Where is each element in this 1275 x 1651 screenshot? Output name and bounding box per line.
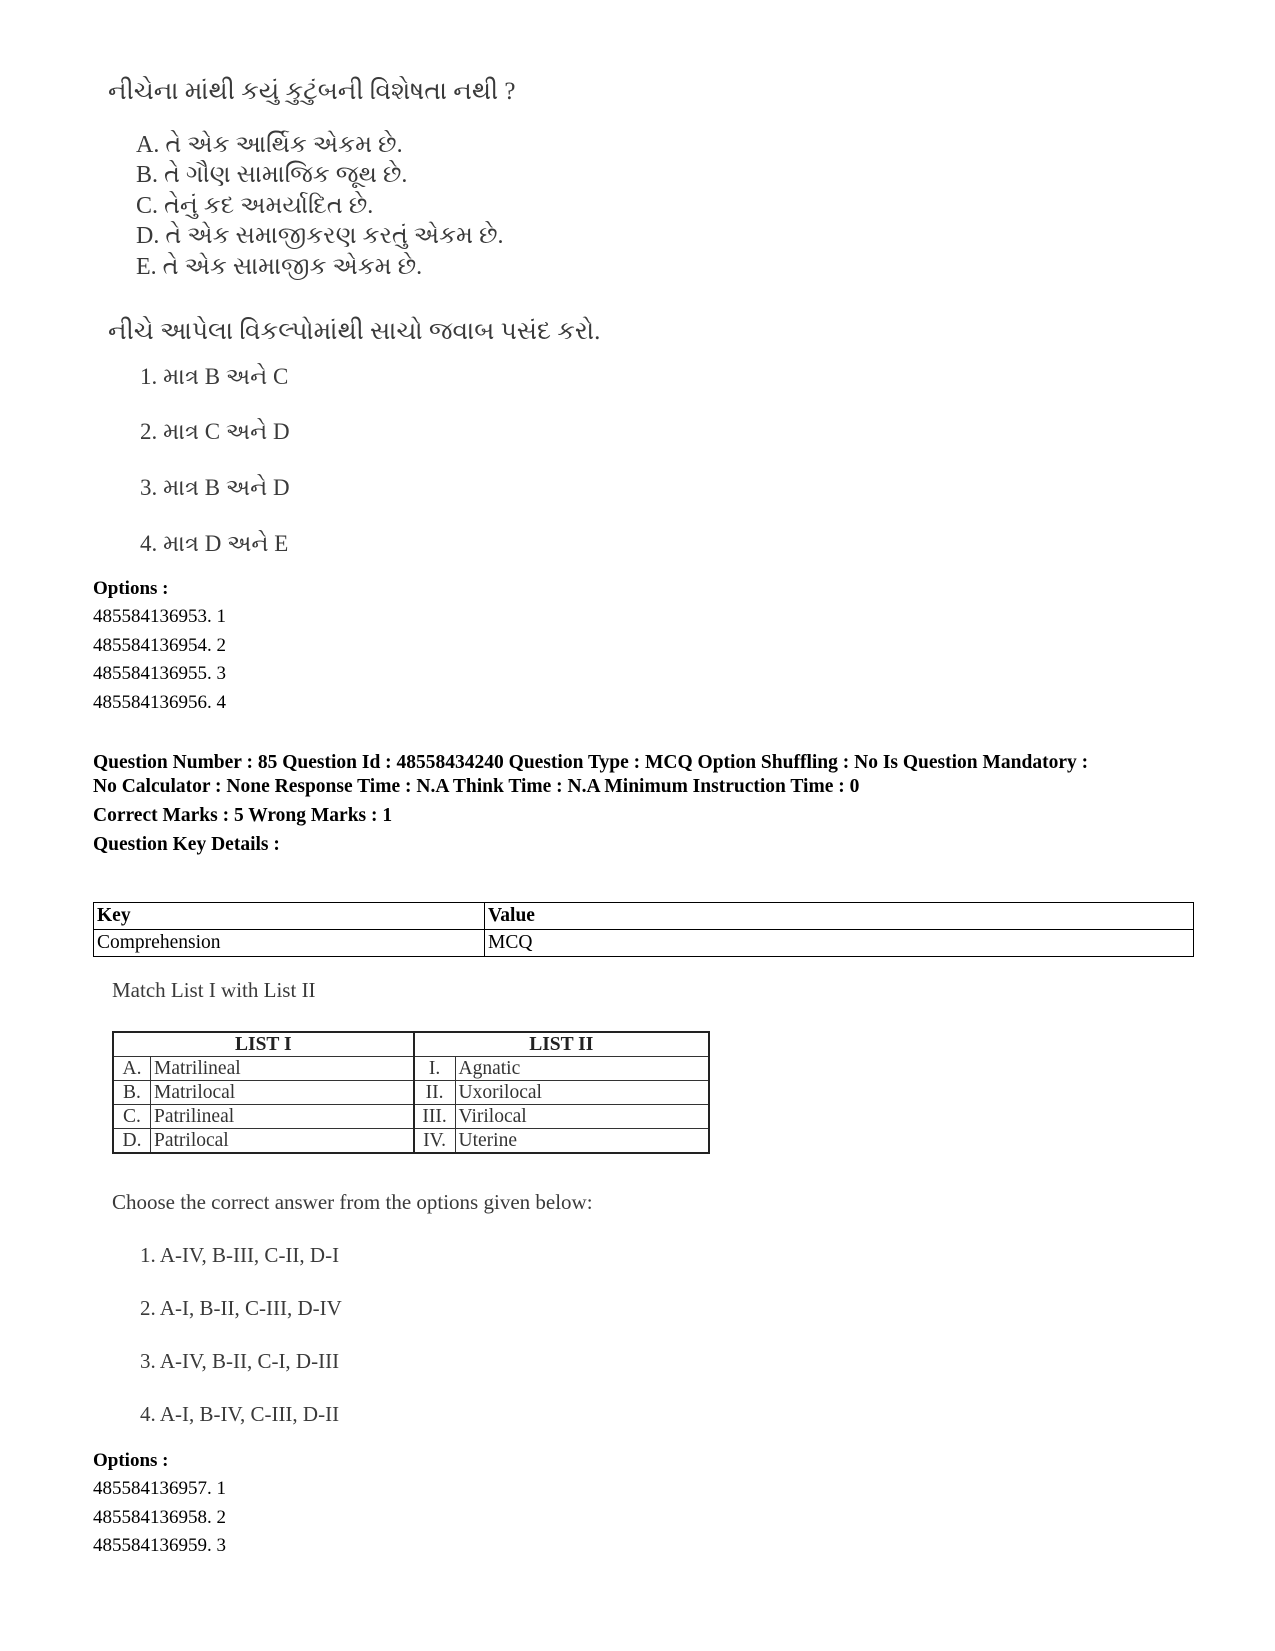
key-column-header: Key [94, 903, 485, 930]
q84-options-label: Options : [93, 578, 169, 599]
statement-e: E. તે એક સામાજીક એકમ છે. [136, 254, 423, 280]
list-2-item: Agnatic [455, 1057, 709, 1081]
match-list-table [112, 1031, 710, 1154]
list-1-label: D. [113, 1129, 151, 1154]
key-cell: Comprehension [94, 930, 485, 957]
q85-marks: Correct Marks : 5 Wrong Marks : 1 [93, 805, 393, 826]
table-row [94, 930, 1194, 957]
list-2-item: Uxorilocal [455, 1081, 709, 1105]
list-2-label: I. [414, 1057, 456, 1081]
q85-option-2: 485584136958. 2 [93, 1507, 226, 1528]
list-2-label: IV. [414, 1129, 456, 1154]
list-2-item: Uterine [455, 1129, 709, 1154]
list-1-label: B. [113, 1081, 151, 1105]
question-84-instruction: નીચે આપેલા વિકલ્પોમાંથી સાચો જવાબ પસંદ કરો. [108, 318, 601, 345]
table-row [113, 1057, 709, 1081]
statement-d: D. તે એક સમાજીકરણ કરતું એકમ છે. [136, 223, 504, 249]
q85-option-3: 485584136959. 3 [93, 1535, 226, 1556]
list-2-header: LIST II [414, 1032, 709, 1057]
q84-option-3: 485584136955. 3 [93, 663, 226, 684]
list-1-item: Matrilineal [151, 1057, 414, 1081]
q85-meta-line-2: No Calculator : None Response Time : N.A Think Time : N.A Minimum Instruction Time : 0 [93, 776, 860, 797]
list-1-header: LIST I [113, 1032, 414, 1057]
match-title: Match List I with List II [112, 978, 316, 1002]
q85-meta-line-1: Question Number : 85 Question Id : 48558434240 Question Type : MCQ Option Shuffling : No Is Question Mandatory : [93, 752, 1089, 773]
q84-choice-2: 2. માત્ર C અને D [140, 419, 290, 444]
question-key-table [93, 902, 1194, 957]
q85-choice-1: 1. A-IV, B-III, C-II, D-I [140, 1243, 340, 1267]
table-row [113, 1105, 709, 1129]
value-cell: MCQ [485, 930, 1194, 957]
key-table-header-row [94, 903, 1194, 930]
q85-choice-3: 3. A-IV, B-II, C-I, D-III [140, 1349, 340, 1373]
list-1-label: A. [113, 1057, 151, 1081]
q84-option-1: 485584136953. 1 [93, 606, 226, 627]
match-header-row [113, 1032, 709, 1057]
choose-instruction: Choose the correct answer from the options given below: [112, 1190, 593, 1214]
q85-key-details-label: Question Key Details : [93, 834, 280, 855]
list-2-label: II. [414, 1081, 456, 1105]
table-row [113, 1081, 709, 1105]
q84-choice-3: 3. માત્ર B અને D [140, 475, 290, 500]
q84-choice-4: 4. માત્ર D અને E [140, 531, 289, 556]
list-1-item: Patrilocal [151, 1129, 414, 1154]
q85-choice-4: 4. A-I, B-IV, C-III, D-II [140, 1402, 340, 1426]
q84-option-4: 485584136956. 4 [93, 692, 226, 713]
list-2-item: Virilocal [455, 1105, 709, 1129]
question-84-text: નીચેના માંથી કયું કુટુંબની વિશેષતા નથી ? [108, 78, 516, 105]
list-1-item: Matrilocal [151, 1081, 414, 1105]
statement-a: A. તે એક આર્થિક એકમ છે. [136, 132, 403, 158]
q84-option-2: 485584136954. 2 [93, 635, 226, 656]
q85-choice-2: 2. A-I, B-II, C-III, D-IV [140, 1296, 342, 1320]
q85-options-label: Options : [93, 1450, 169, 1471]
q85-option-1: 485584136957. 1 [93, 1478, 226, 1499]
statement-b: B. તે ગૌણ સામાજિક જૂથ છે. [136, 162, 408, 188]
table-row [113, 1129, 709, 1154]
list-1-item: Patrilineal [151, 1105, 414, 1129]
value-column-header: Value [485, 903, 1194, 930]
statement-c: C. તેનું કદ અમર્યાદિત છે. [136, 193, 374, 219]
q84-choice-1: 1. માત્ર B અને C [140, 364, 289, 389]
list-2-label: III. [414, 1105, 456, 1129]
list-1-label: C. [113, 1105, 151, 1129]
